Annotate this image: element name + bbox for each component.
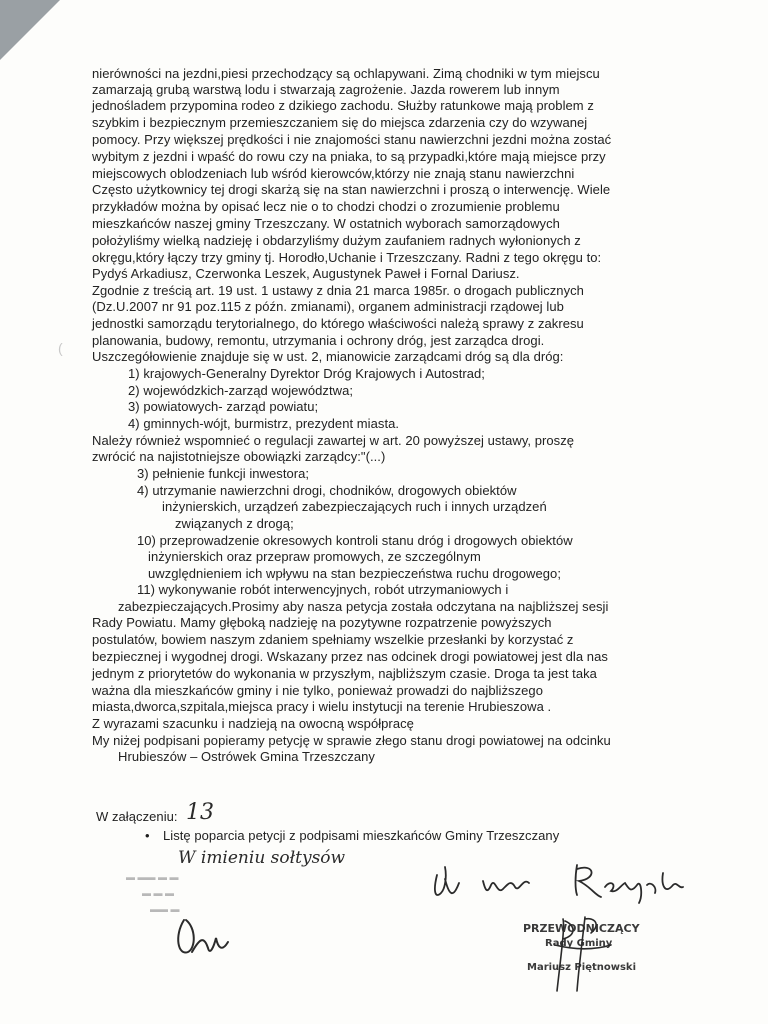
attachment-count: 13 — [186, 800, 214, 825]
text-line: inżynierskich oraz przepraw promowych, ze szczególnym — [148, 549, 481, 564]
text-line: Zgodnie z treścią art. 19 ust. 1 ustawy z dnia 21 marca 1985r. o drogach publicznych — [92, 283, 584, 298]
text-line: uwzględnieniem ich wpływu na stan bezpieczeństwa ruchu drogowego; — [148, 566, 561, 581]
attachment-item: Listę poparcia petycji z podpisami mieszkańców Gminy Trzeszczany — [163, 828, 560, 843]
text-line: okręgu,który łączy trzy gminy tj. Horodło,Uchanie i Trzeszczany. Radni z tego okręgu to: — [92, 250, 602, 265]
text-line: 11) wykonywanie robót interwencyjnych, robót utrzymaniowych i — [137, 582, 509, 597]
text-line: przykładów można by opisać lecz nie o to chodzi chodzi o zrozumienie problemu — [92, 199, 560, 214]
text-line: Z wyrazami szacunku i nadzieją na owocną współpracę — [92, 716, 414, 731]
text-line: położyliśmy wielką nadzieję i obdarzyliśmy dużym zaufaniem radnych wyłonionych z — [92, 233, 581, 248]
text-line: szybkim i bezpiecznym przemieszczaniem się do miejsca zdarzenia czy do wzywanej — [92, 115, 588, 130]
text-line: bezpiecznej i wygodnej drogi. Wskazany przez nas odcinek drogi powiatowej jest dla nas — [92, 649, 608, 664]
text-line: zabezpieczających.Prosimy aby nasza petycja została odczytana na najbliższej sesji — [118, 599, 609, 614]
faded-text: ▬ ▬ ▬ — [142, 888, 175, 898]
faded-text: ▬▬ ▬ — [150, 904, 180, 914]
text-line: jednym z priorytetów do wykonania w przyszłym, najbliższym czasie. Droga ta jest taka — [92, 666, 597, 681]
attachment-label: W załączeniu: — [96, 809, 178, 824]
text-line: związanych z drogą; — [175, 516, 294, 531]
text-line: miejscowych oblodzeniach lub wśród kierowców,którzy nie znają stanu nawierzchni — [92, 166, 575, 181]
text-line: Często użytkownicy tej drogi skarżą się na stan nawierzchni i proszą o interwencję. Wiele — [92, 182, 611, 197]
text-line: planowania, budowy, remontu, utrzymania i ochrony dróg, jest zarządca drogi. — [92, 333, 545, 348]
text-line: 3) powiatowych- zarząd powiatu; — [128, 399, 319, 414]
text-line: pomocy. Przy większej prędkości i nie znajomości stanu nawierzchni jezdni można zostać — [92, 132, 612, 147]
margin-mark: ( — [58, 340, 63, 356]
handwritten-note: W imieniu sołtysów — [178, 848, 346, 868]
text-line: nierówności na jezdni,piesi przechodzący są ochlapywani. Zimą chodniki w tym miejscu — [92, 66, 600, 81]
text-line: 4) gminnych-wójt, burmistrz, prezydent miasta. — [128, 416, 400, 431]
stamp-council: Rady Gminy — [545, 938, 613, 949]
text-line: inżynierskich, urządzeń zabezpieczających ruch i innych urządzeń — [162, 499, 547, 514]
stamp-name: Mariusz Piętnowski — [527, 962, 637, 973]
text-line: zamarzają grubą warstwą lodu i stwarzają zagrożenie. Jazda rowerem lub innym — [92, 82, 560, 97]
text-line: jednośladem przypomina rodeo z dzikiego zachodu. Służby ratunkowe mają problem z — [92, 98, 594, 113]
text-line: Należy również wspomnieć o regulacji zawartej w art. 20 powyższej ustawy, proszę — [92, 433, 575, 448]
initials-signature — [170, 908, 240, 963]
text-line: Pydyś Arkadiusz, Czerwonka Leszek, Augustynek Paweł i Fornal Dariusz. — [92, 266, 520, 281]
text-line: wybitym z jezdni i wpaść do rowu czy na pniaka, to są przypadki,które mają miejsce przy — [92, 149, 606, 164]
text-line: 10) przeprowadzenie okresowych kontroli stanu dróg i drogowych obiektów — [137, 533, 573, 548]
bullet-icon: • — [145, 828, 150, 843]
text-line: 2) wojewódzkich-zarząd województwa; — [128, 383, 354, 398]
text-line: mieszkańców naszej gminy Trzeszczany. W ostatnich wyborach samorządowych — [92, 216, 560, 231]
text-line: Rady Powiatu. Mamy głęboką nadzieję na pozytywne rozpatrzenie powyższych — [92, 615, 552, 630]
signature — [425, 855, 695, 910]
text-line: Uszczegółowienie znajduje się w ust. 2, mianowicie zarządcami dróg są dla dróg: — [92, 349, 564, 364]
text-line: zwrócić na najistotniejsze obowiązki zarządcy:"(...) — [92, 449, 386, 464]
faded-text: ▬ ▬▬ ▬ ▬ — [126, 872, 179, 882]
text-line: 3) pełnienie funkcji inwestora; — [137, 466, 310, 481]
stamp-title: PRZEWODNICZĄCY — [523, 922, 640, 935]
text-line: 1) krajowych-Generalny Dyrektor Dróg Krajowych i Autostrad; — [128, 366, 485, 381]
text-line: postulatów, bowiem naszym zdaniem spełniamy wszelkie przesłanki by korzystać z — [92, 632, 574, 647]
text-line: miasta,dworca,szpitala,miejsca pracy i wielu instytucji na terenie Hrubieszowa . — [92, 699, 552, 714]
text-line: jednostki samorządu terytorialnego, do którego właściwości należą sprawy z zakresu — [92, 316, 584, 331]
text-line: ważna dla mieszkańców gminy i nie tylko, ponieważ prowadzi do najbliższego — [92, 683, 543, 698]
text-line: Hrubieszów – Ostrówek Gmina Trzeszczany — [118, 749, 375, 764]
stamp-signature — [535, 915, 625, 995]
text-line: My niżej podpisani popieramy petycję w sprawie złego stanu drogi powiatowej na odcinku — [92, 733, 611, 748]
text-line: (Dz.U.2007 nr 91 poz.115 z późn. zmianami), organem administracji rządowej lub — [92, 299, 564, 314]
text-line: 4) utrzymanie nawierzchni drogi, chodników, drogowych obiektów — [137, 483, 517, 498]
